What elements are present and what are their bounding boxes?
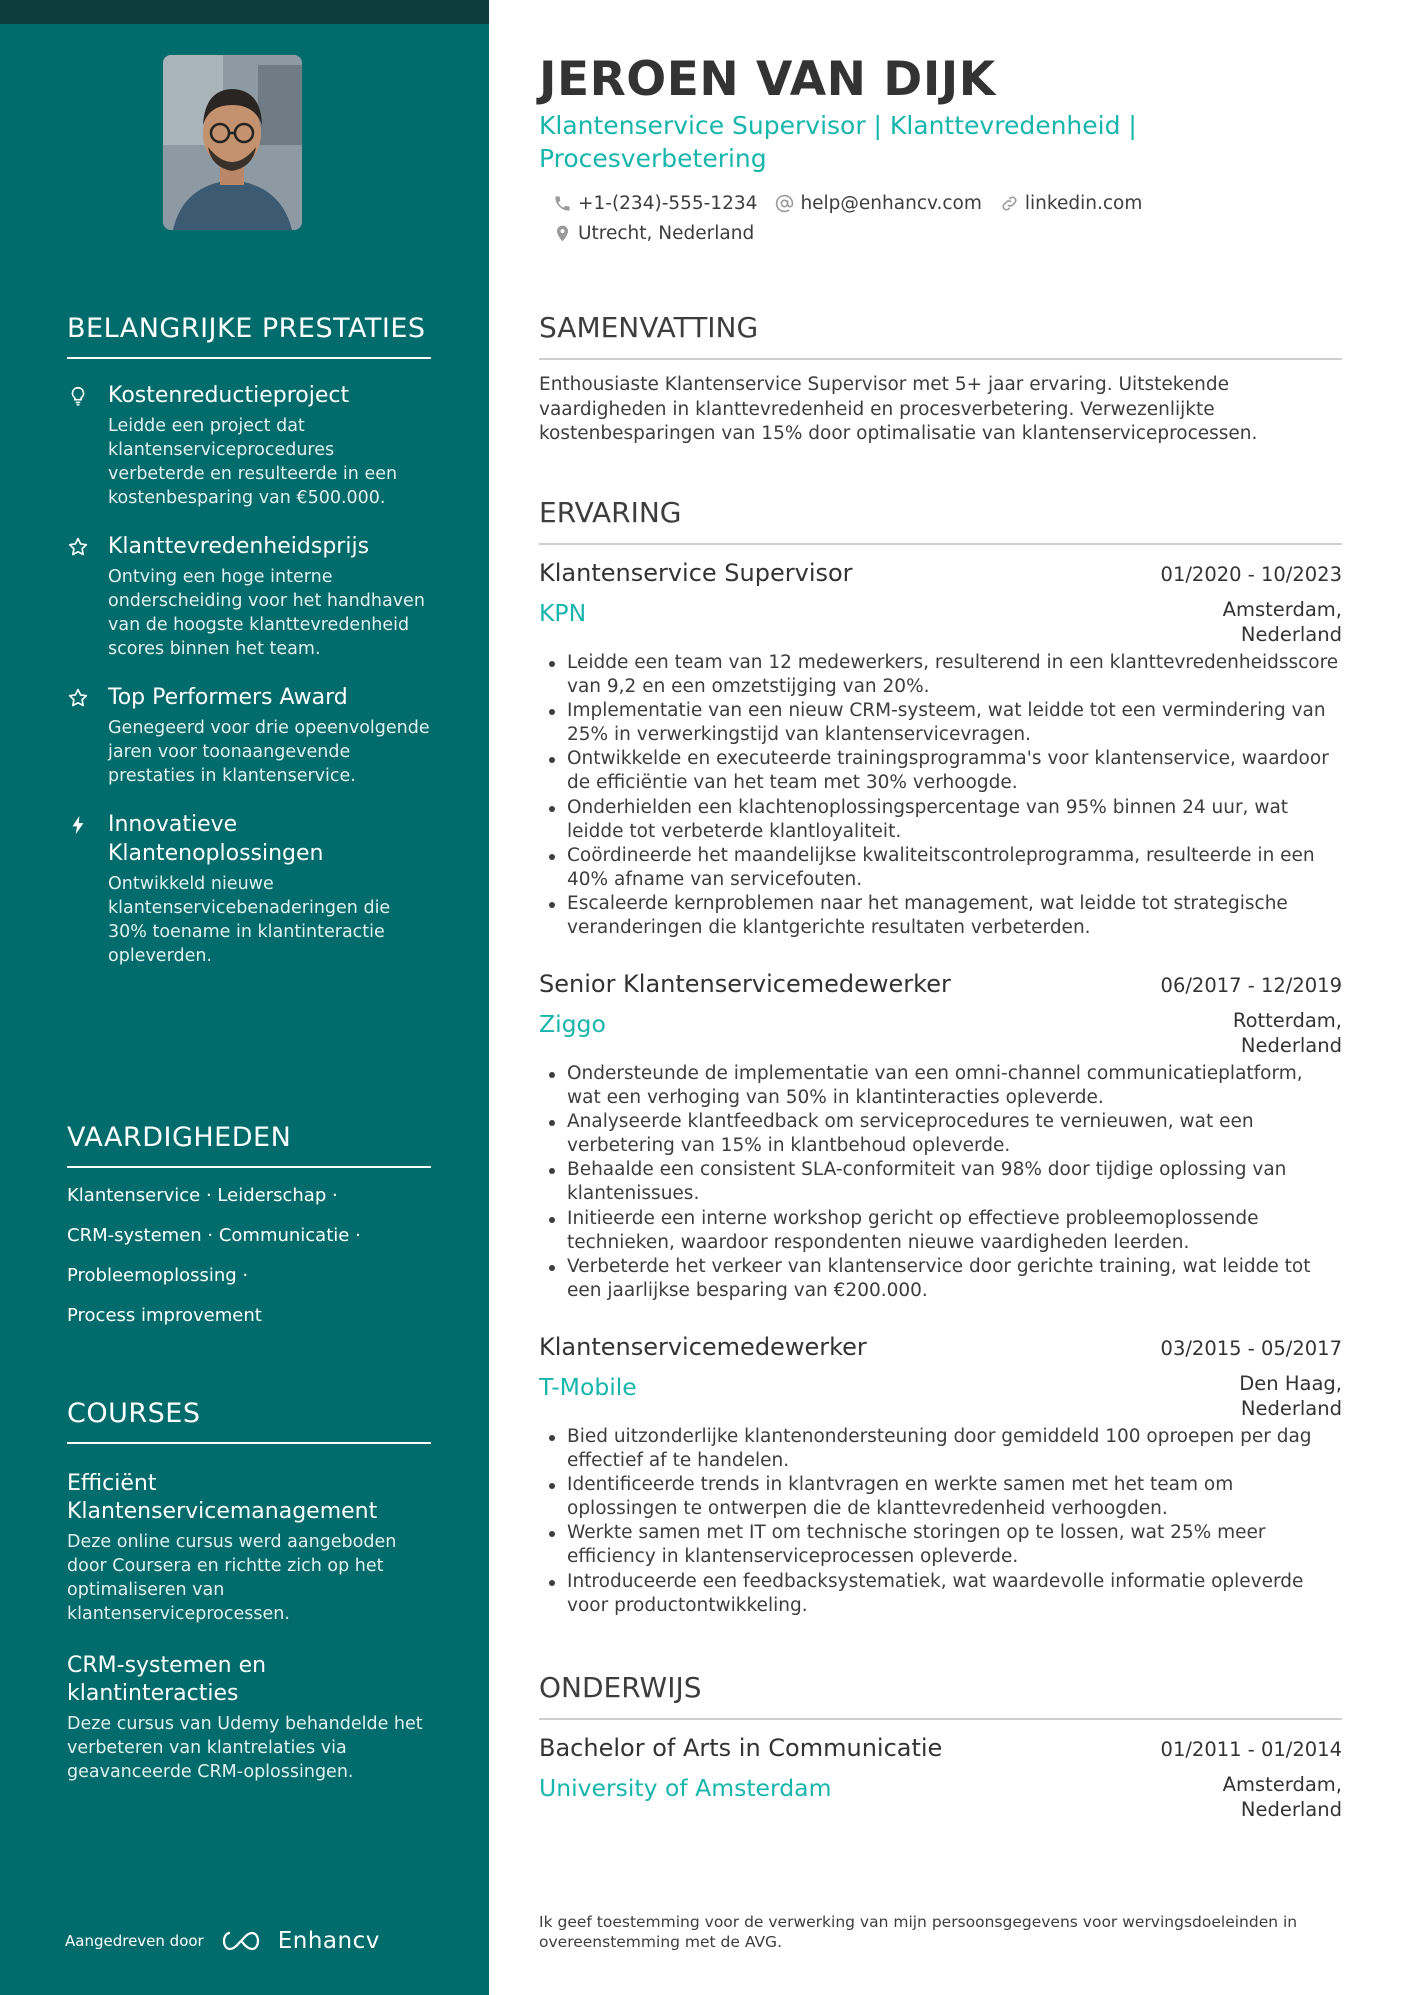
sidebar-top-bar [0,0,489,24]
achievement-title: Kostenreductieproject [108,383,350,408]
achievement-title: Klanttevredenheidsprijs [108,534,370,559]
star-icon [67,687,89,709]
skills-heading: VAARDIGHEDEN [67,1119,431,1168]
at-sign-icon [775,194,794,213]
job-company: T-Mobile [539,1373,637,1401]
course-title: CRM-systemen en klantinteracties [67,1653,267,1706]
experience-item [539,968,1342,1303]
education-item [539,1732,1342,1822]
job-location: Rotterdam, Nederland [1232,1009,1342,1057]
job-bullet: Behaalde een consistent SLA-conformiteit van 98% door tijdige oplossing van klantenissues. [567,1158,1342,1206]
achievement-title: Innovatieve Klantenoplossingen [108,812,324,866]
job-location: Den Haag, Nederland [1239,1372,1342,1420]
job-bullets [539,1425,1342,1618]
job-bullet: Analyseerde klantfeedback om serviceprocedures te vernieuwen, wat een verbetering van 15% in klantbehoud opleverde. [567,1110,1342,1158]
course-desc: Deze online cursus werd aangeboden door Coursera en richtte zich op het optimaliseren van klantenserviceprocessen. [67,1532,397,1624]
achievement-desc: Genegeerd voor drie opeenvolgende jaren voor toonaangevende prestaties in klantenservice. [108,718,430,786]
achievement-item [67,381,431,510]
experience-item [539,1331,1342,1618]
job-bullet: Escaleerde kernproblemen naar het management, wat leidde tot strategische veranderingen die klantgerichte resultaten verbeterden. [567,892,1342,940]
achievement-desc: Ontving een hoge interne onderscheiding voor het handhaven van de hoogste klanttevredenheid scores binnen het team. [108,567,425,659]
contact-location [553,223,754,244]
phone-text[interactable]: +1-(234)-555-1234 [578,193,758,214]
skill-line: Klantenservice · Leiderschap · [67,1185,338,1206]
location-pin-icon [553,224,572,243]
job-bullet: Ontwikkelde en executeerde trainingsprogramma's voor klantenservice, waardoor de efficiëntie van het team met 30% verhoogde. [567,747,1342,795]
skills-section [67,1119,431,1328]
job-bullet: Onderhielden een klachtenoplossingspercentage van 95% binnen 24 uur, wat leidde tot verbeterde klantloyaliteit. [567,796,1342,844]
powered-label: Aangedreven door [65,1932,204,1950]
contact-row-location [553,223,754,244]
star-icon [67,536,89,558]
powered-by [65,1928,380,1954]
job-bullet: Bied uitzonderlijke klantenondersteuning door gemiddeld 100 oproepen per dag effectief af te handelen. [567,1425,1342,1473]
skill-line: Probleemoplossing · [67,1265,249,1286]
avatar [163,55,302,230]
course-item [67,1652,431,1784]
achievements-heading: BELANGRIJKE PRESTATIES [67,310,431,359]
job-bullet: Ondersteunde de implementatie van een omni-channel communicatieplatform, wat een verhoging van 50% in klantinteracties opleverde. [567,1062,1342,1110]
achievements-section [67,310,431,968]
job-bullets [539,651,1342,940]
education-location: Amsterdam, Nederland [1222,1773,1342,1821]
education-school: University of Amsterdam [539,1774,832,1802]
job-bullet: Verbeterde het verkeer van klantenservice door gerichte training, wat leidde tot een jaarlijkse besparing van €200.000. [567,1255,1342,1303]
education-degree: Bachelor of Arts in Communicatie [539,1734,943,1762]
lightbulb-icon [67,385,89,407]
job-company: KPN [539,599,587,627]
job-bullet: Leidde een team van 12 medewerkers, resulterend in een klanttevredenheidsscore van 9,2 en een omzetstijging van 20%. [567,651,1342,699]
job-role: Klantenservice Supervisor [539,559,853,587]
job-dates: 06/2017 - 12/2019 [1160,974,1342,997]
contact-phone [553,193,757,214]
candidate-name: JEROEN VAN DIJK [539,52,996,107]
avatar-photo [163,55,302,230]
job-bullet: Initieerde een interne workshop gericht op effectieve probleemoplossende technieken, waardoor respondenten nieuwe vaardigheden leerden. [567,1207,1342,1255]
job-bullet: Werkte samen met IT om technische storingen op te lossen, wat 25% meer efficiency in klantenserviceprocessen opleverde. [567,1521,1342,1569]
enhancv-logo-icon [218,1929,264,1953]
job-dates: 01/2020 - 10/2023 [1160,563,1342,586]
powered-brand: Enhancv [277,1928,380,1954]
job-bullet: Implementatie van een nieuw CRM-systeem, wat leidde tot een vermindering van 25% in verwerkingstijd van klantenservicevragen. [567,699,1342,747]
link-icon [1000,194,1019,213]
experience-heading: ERVARING [539,495,1342,545]
course-title: Efficiënt Klantenservicemanagement [67,1471,378,1524]
contact-row [553,193,1142,214]
achievement-item [67,810,431,968]
job-bullet: Identificeerde trends in klantvragen en werkte samen met het team om oplossingen te ontwerpen die de klanttevredenheid verhoogden. [567,1473,1342,1521]
skill-line: CRM-systemen · Communicatie · [67,1225,361,1246]
course-item [67,1470,431,1626]
job-role: Senior Klantenservicemedewerker [539,970,951,998]
summary-text: Enthousiaste Klantenservice Supervisor met 5+ jaar ervaring. Uitstekende vaardigheden in klanttevredenheid en procesverbetering. Verwezenlijkte kostenbesparingen van 15% door optimalisatie van klantenserviceprocessen. [539,374,1258,444]
linkedin-text[interactable]: linkedin.com [1024,193,1143,214]
courses-section [67,1395,431,1784]
consent-text: Ik geef toestemming voor de verwerking van mijn persoonsgegevens voor wervingsdoeleinden in overeenstemming met de AVG. [539,1913,1298,1951]
job-role: Klantenservicemedewerker [539,1333,867,1361]
achievement-item [67,532,431,661]
job-company: Ziggo [539,1010,606,1038]
summary-heading: SAMENVATTING [539,310,1342,360]
education-heading: ONDERWIJS [539,1670,1342,1720]
location-text: Utrecht, Nederland [578,223,755,244]
contact-email [775,193,981,214]
sidebar [0,0,489,1995]
experience-item [539,557,1342,940]
bolt-icon [67,814,89,836]
job-bullet: Coördineerde het maandelijkse kwaliteitscontroleprogramma, resulteerde in een 40% afname van servicefouten. [567,844,1342,892]
candidate-title: Klantenservice Supervisor | Klanttevredenheid | Procesverbetering [539,111,1137,173]
job-location: Amsterdam, Nederland [1222,598,1342,646]
achievement-desc: Leidde een project dat klantenserviceprocedures verbeterde en resulteerde in een kostenbesparing van €500.000. [108,416,398,508]
achievement-desc: Ontwikkeld nieuwe klantenservicebenaderingen die 30% toename in klantinteractie opleverden. [108,874,391,966]
job-bullets [539,1062,1342,1303]
skill-line: Process improvement [67,1305,262,1326]
courses-heading: COURSES [67,1395,431,1444]
course-desc: Deze cursus van Udemy behandelde het verbeteren van klantrelaties via geavanceerde CRM-oplossingen. [67,1714,423,1782]
email-text[interactable]: help@enhancv.com [800,193,982,214]
education-dates: 01/2011 - 01/2014 [1160,1738,1342,1761]
achievement-title: Top Performers Award [108,685,348,710]
contact-linkedin [1000,193,1142,214]
job-dates: 03/2015 - 05/2017 [1160,1337,1342,1360]
achievement-item [67,683,431,788]
job-bullet: Introduceerde een feedbacksystematiek, wat waardevolle informatie opleverde voor productontwikkeling. [567,1570,1342,1618]
phone-icon [553,194,572,213]
